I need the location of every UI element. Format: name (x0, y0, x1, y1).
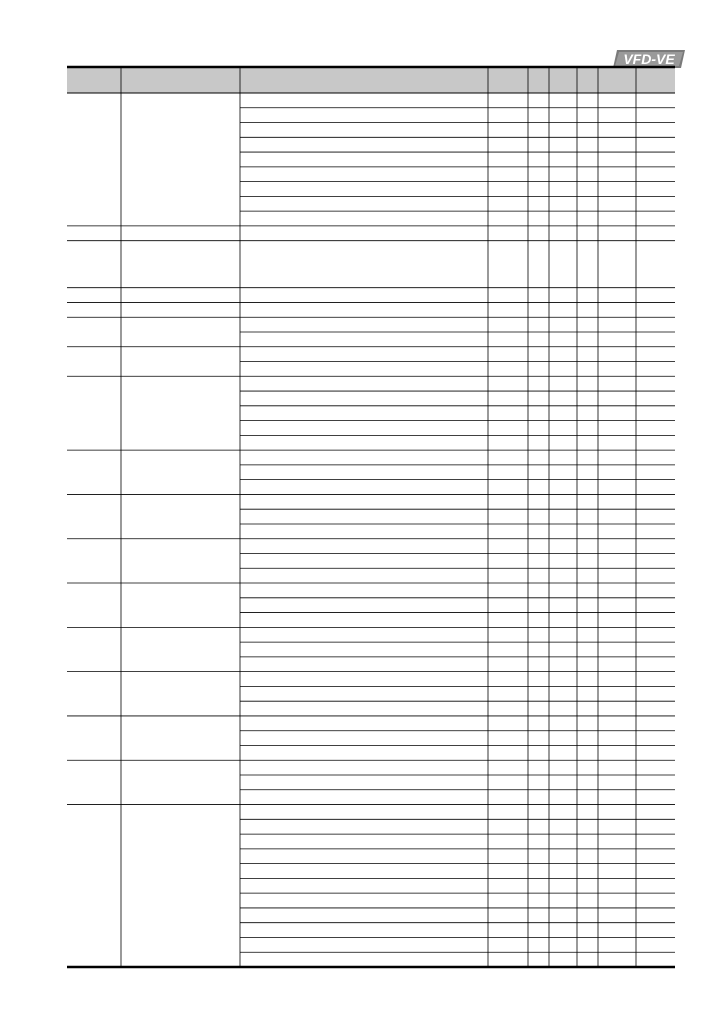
logo-text: VFD-VE (623, 51, 675, 67)
table-header (67, 67, 675, 93)
